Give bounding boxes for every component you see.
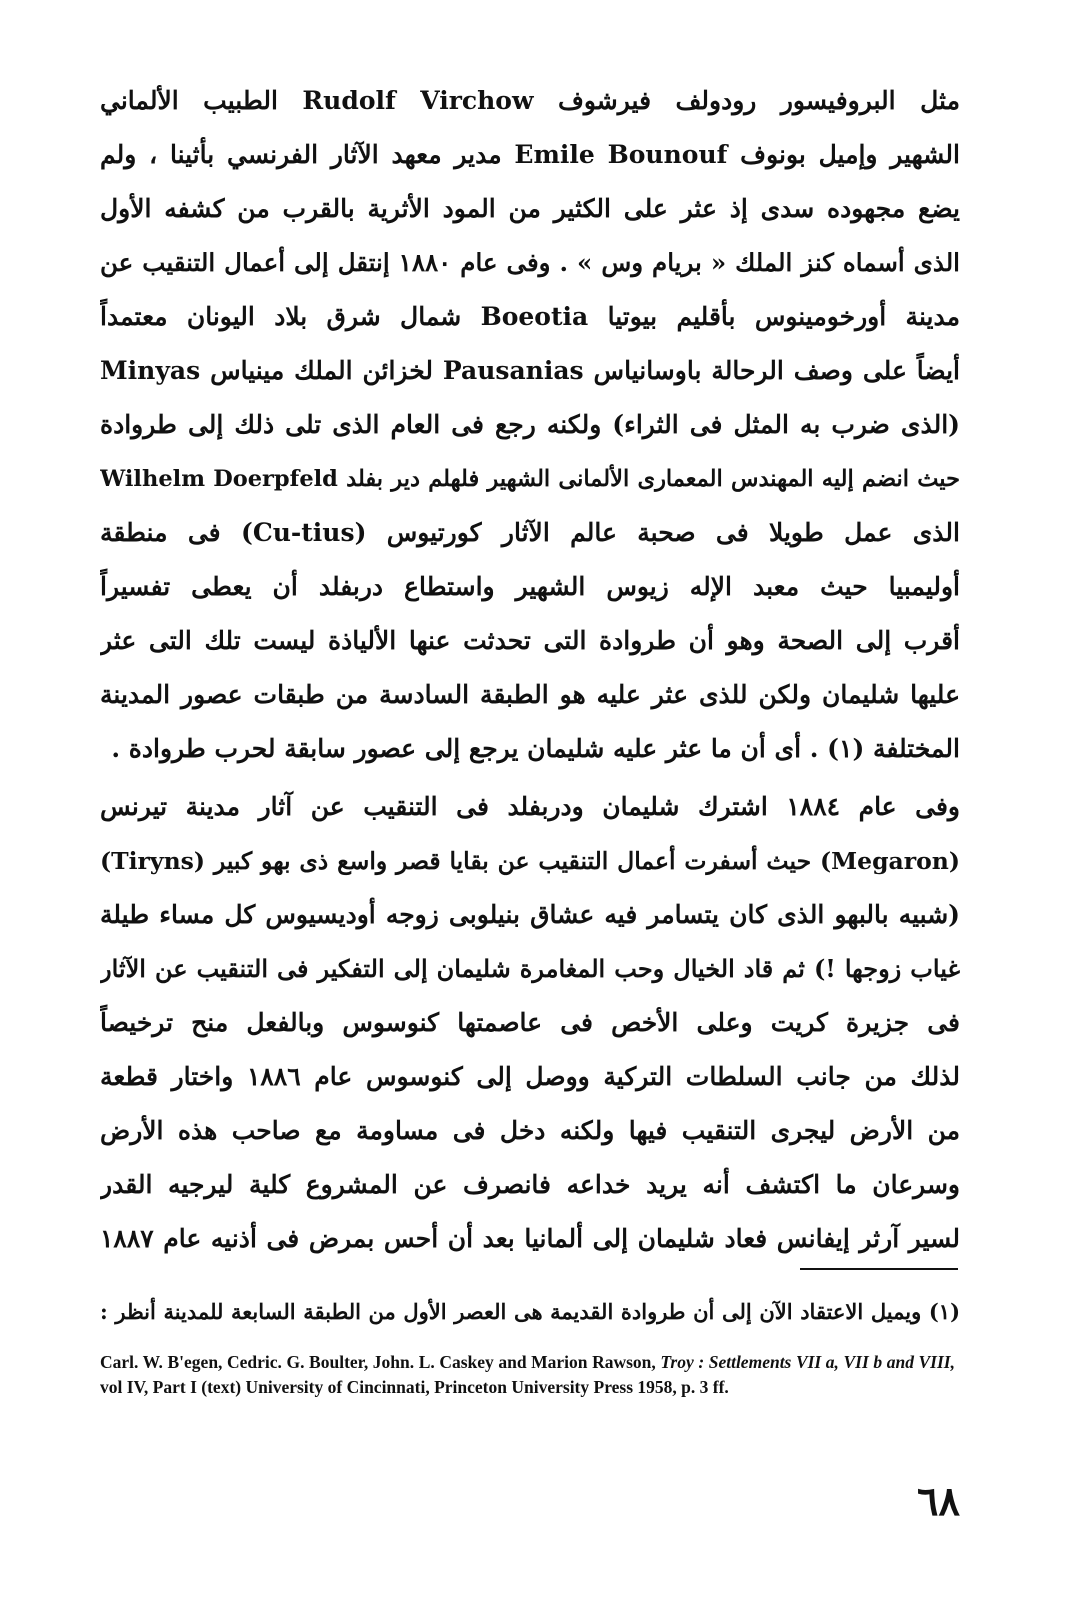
text-line: (شبيه بالبهو الذى كان يتسامر فيه عشاق بنيلوبى زوجه أوديسيوس كل مساء طيلة (100, 900, 960, 929)
text-line: فى جزيرة كريت وعلى الأخص فى عاصمتها كنوسوس وبالفعل منح ترخيصاً (100, 1008, 960, 1037)
text-line: وفى عام ١٨٨٤ اشترك شليمان ودربفلد فى التنقيب عن آثار مدينة تيرنس (100, 792, 960, 821)
citation-details: vol IV, Part I (text) University of Cincinnati, Princeton University Press 1958, p. 3 ff. (100, 1377, 729, 1397)
text-line: (الذى ضرب به المثل فى الثراء) ولكنه رجع فى العام الذى تلى ذلك إلى طروادة (100, 410, 960, 439)
text-line: حيث انضم إليه المهندس المعمارى الألمانى الشهير فلهلم دير بفلد Wilhelm Doerpfeld (100, 466, 960, 492)
text-line: يضع مجهوده سدى إذ عثر على الكثير من المود الأثرية بالقرب من كشفه الأول (100, 194, 960, 223)
text-line: مثل البروفيسور رودولف فيرشوف Rudolf Virchow الطبيب الألماني (100, 86, 960, 115)
text-line: عليها شليمان ولكن للذى عثر عليه هو الطبقة السادسة من طبقات عصور المدينة (100, 680, 960, 709)
text-line: وسرعان ما اكتشف أنه يريد خداعه فانصرف عن المشروع كلية ليرجيه القدر (100, 1170, 960, 1199)
text-line: غياب زوجها !) ثم قاد الخيال وحب المغامرة شليمان إلى التفكير فى التنقيب عن الآثار (100, 954, 960, 983)
footnote-divider (800, 1268, 958, 1270)
paragraph-1 (100, 74, 960, 776)
citation-authors: Carl. W. B'egen, Cedric. G. Boulter, John. L. Caskey and Marion Rawson, (100, 1352, 656, 1372)
text-line: أقرب إلى الصحة وهو أن طروادة التى تحدثت عنها الألياذة ليست تلك التى عثر (100, 626, 960, 655)
text-line: لسير آرثر إيفانس فعاد شليمان إلى ألمانيا بعد أن أحس بمرض فى أذنيه عام ١٨٨٧ (100, 1224, 960, 1253)
footnote-citation (100, 1350, 955, 1400)
paragraph-2 (100, 780, 960, 1266)
page-number: ٦٨ (917, 1478, 960, 1525)
text-line: من الأرض ليجرى التنقيب فيها ولكنه دخل فى مساومة مع صاحب هذه الأرض (100, 1116, 960, 1145)
footnote-arabic: (١) ويميل الاعتقاد الآن إلى أن طروادة القديمة هى العصر الأول من الطبقة السابعة للمدينة أنظر : (100, 1299, 960, 1324)
text-line: (Tiryns) حيث أسفرت أعمال التنقيب عن بقايا قصر واسع ذى بهو كبير (Megaron) (100, 847, 960, 875)
text-line: المختلفة (١) . أى أن ما عثر عليه شليمان يرجع إلى عصور سابقة لحرب طروادة . (111, 734, 960, 763)
text-line: مدينة أورخومينوس بأقليم بيوتيا Boeotia شمال شرق بلاد اليونان معتمداً (100, 302, 960, 331)
text-line: الشهير وإميل بونوف Emile Bounouf مدير معهد الآثار الفرنسي بأثينا ، ولم (100, 140, 960, 169)
text-line: الذى أسماه كنز الملك « بريام وس » . وفى عام ١٨٨٠ إنتقل إلى أعمال التنقيب عن (100, 248, 960, 277)
text-line: أوليمبيا حيث معبد الإله زيوس الشهير واستطاع دربفلد أن يعطى تفسيراً (100, 572, 960, 601)
text-line: أيضاً على وصف الرحالة باوسانياس Pausanias لخزائن الملك مينياس Minyas (100, 356, 960, 385)
text-line: الذى عمل طويلا فى صحبة عالم الآثار كورتيوس (Cu-tius) فى منطقة (100, 518, 960, 547)
citation-title: Troy : Settlements VII a, VII b and VIII, (660, 1352, 955, 1372)
text-line: لذلك من جانب السلطات التركية ووصل إلى كنوسوس عام ١٨٨٦ واختار قطعة (100, 1062, 960, 1091)
